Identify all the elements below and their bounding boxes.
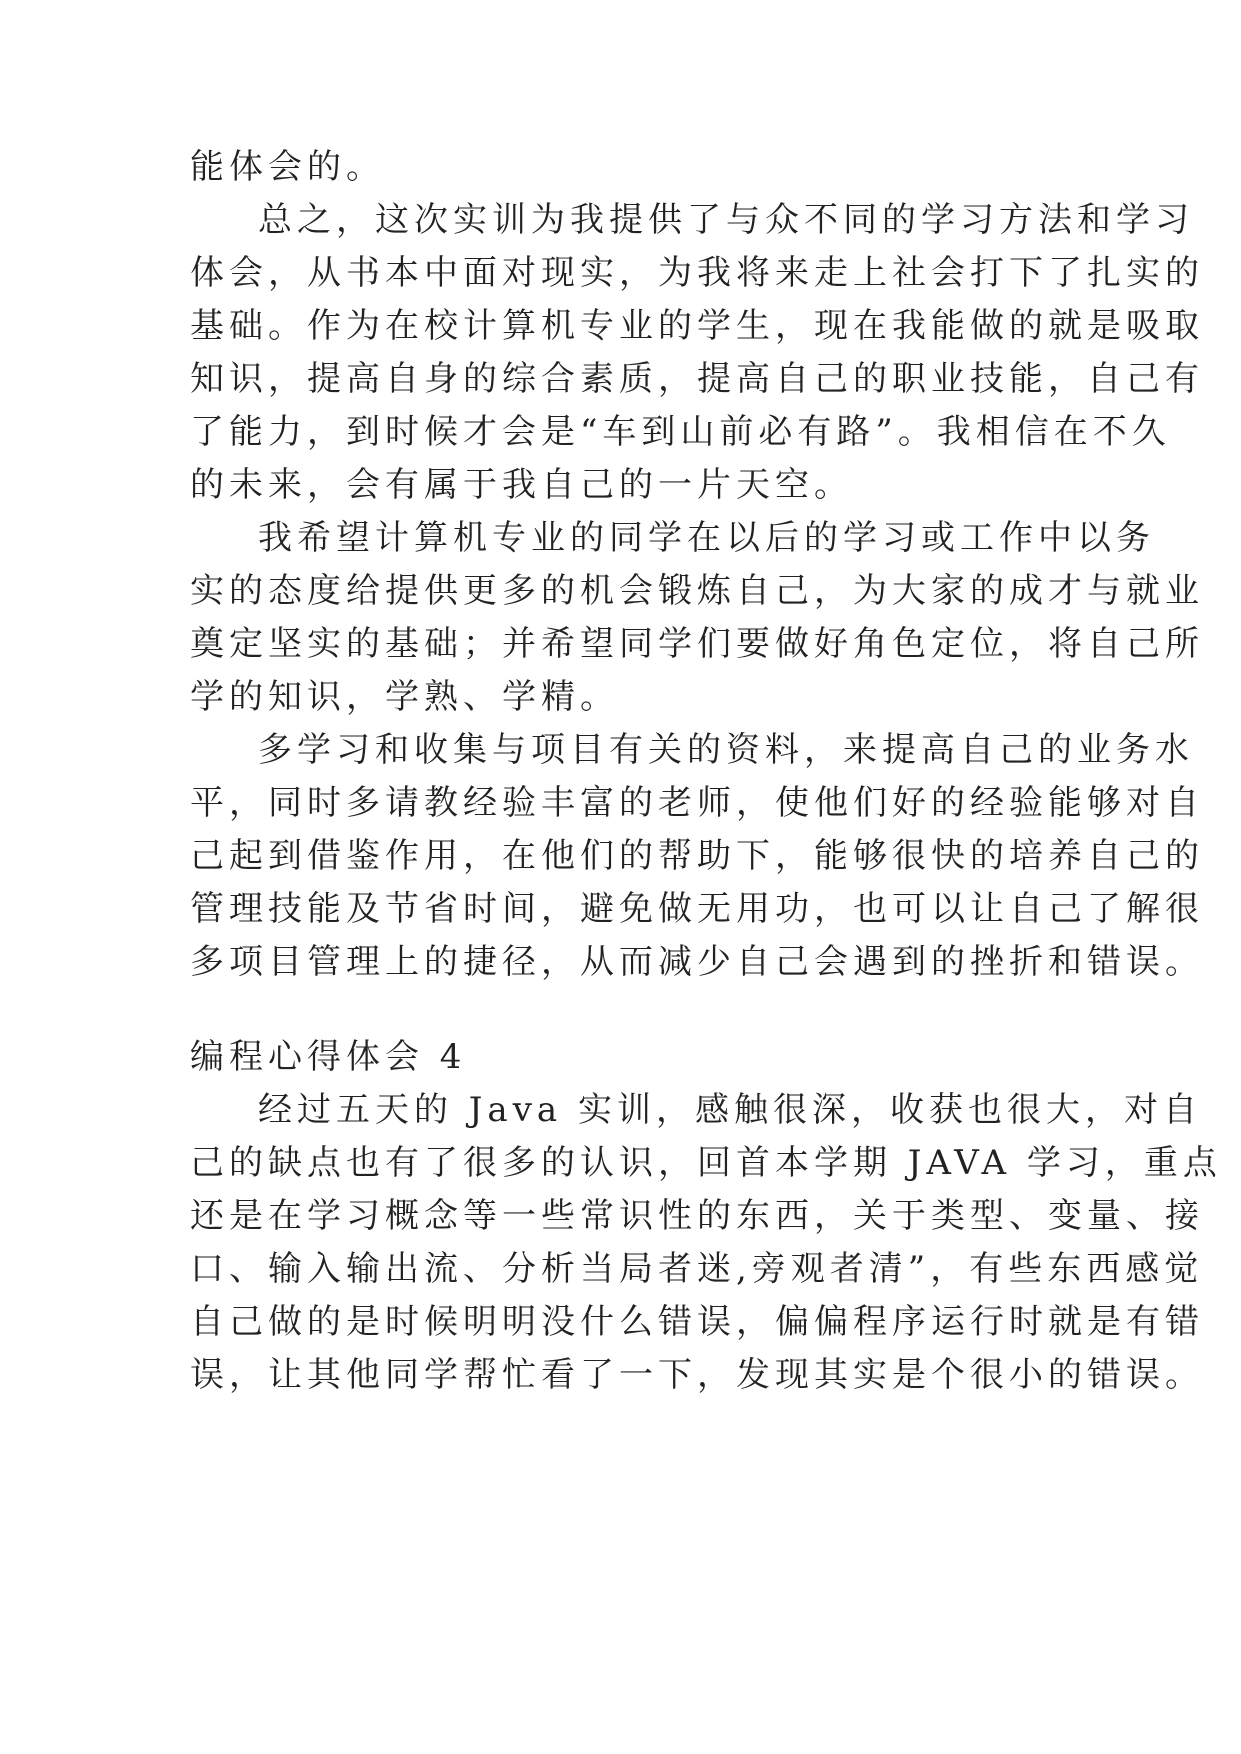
text-line: 能体会的。 <box>190 147 385 187</box>
text-line: 己起到借鉴作用，在他们的帮助下，能够很快的培养自己的 <box>190 836 1204 876</box>
text-line: 己的缺点也有了很多的认识，回首本学期 JAVA 学习，重点 <box>190 1143 1222 1183</box>
text-line: 奠定坚实的基础；并希望同学们要做好角色定位，将自己所 <box>190 624 1204 664</box>
section-heading: 编程心得体会 4 <box>190 1037 467 1077</box>
text-line: 的未来，会有属于我自己的一片天空。 <box>190 465 853 505</box>
text-line: 了能力，到时候才会是“车到山前必有路”。我相信在不久 <box>190 412 1171 452</box>
text-line: 多项目管理上的捷径，从而减少自己会遇到的挫折和错误。 <box>190 942 1204 982</box>
text-line: 平，同时多请教经验丰富的老师，使他们好的经验能够对自 <box>190 783 1204 823</box>
text-line: 我希望计算机专业的同学在以后的学习或工作中以务 <box>258 518 1155 558</box>
text-line: 口、输入输出流、分析当局者迷,旁观者清”，有些东西感觉 <box>190 1249 1204 1289</box>
text-line: 误，让其他同学帮忙看了一下，发现其实是个很小的错误。 <box>190 1355 1204 1395</box>
text-line: 知识，提高自身的综合素质，提高自己的职业技能，自己有 <box>190 359 1204 399</box>
text-line: 基础。作为在校计算机专业的学生，现在我能做的就是吸取 <box>190 306 1204 346</box>
text-line: 多学习和收集与项目有关的资料，来提高自己的业务水 <box>258 730 1194 770</box>
text-line: 体会，从书本中面对现实，为我将来走上社会打下了扎实的 <box>190 253 1204 293</box>
text-line: 经过五天的 Java 实训，感触很深，收获也很大，对自 <box>258 1090 1202 1130</box>
text-line: 还是在学习概念等一些常识性的东西，关于类型、变量、接 <box>190 1196 1204 1236</box>
text-line: 自己做的是时候明明没什么错误，偏偏程序运行时就是有错 <box>190 1302 1204 1342</box>
text-line: 实的态度给提供更多的机会锻炼自己，为大家的成才与就业 <box>190 571 1204 611</box>
text-line: 管理技能及节省时间，避免做无用功，也可以让自己了解很 <box>190 889 1204 929</box>
text-line: 学的知识，学熟、学精。 <box>190 677 619 717</box>
text-line: 总之，这次实训为我提供了与众不同的学习方法和学习 <box>258 200 1194 240</box>
